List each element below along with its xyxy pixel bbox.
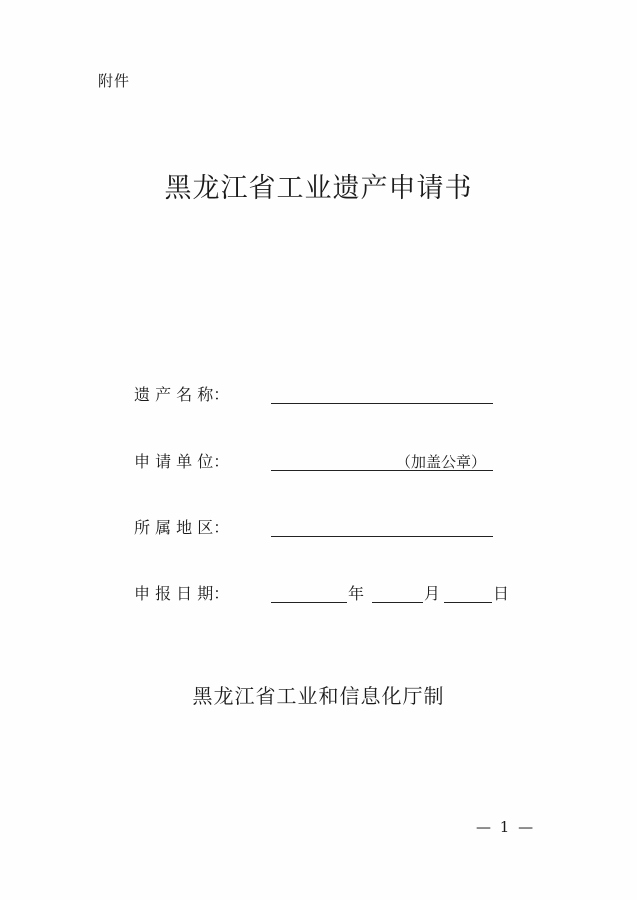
fill-in-line [271,403,493,404]
year-fill-line [271,602,347,603]
official-seal-note: （加盖公章） [396,453,487,471]
day-label: 日 [493,584,510,603]
day-fill-line [444,602,492,603]
attachment-label: 附件 [98,72,131,90]
field-region [134,516,504,540]
field-label: 申 报 日 期： [134,584,230,603]
month-label: 月 [424,584,441,603]
field-label: 遗 产 名 称： [134,385,230,404]
field-label: 所 属 地 区： [134,518,230,537]
field-heritage-name [134,383,504,407]
field-applicant-unit [134,450,504,474]
fill-in-line [271,536,493,537]
page-number: — 1 — [476,818,536,836]
month-fill-line [372,602,423,603]
document-title: 黑龙江省工业遗产申请书 [164,173,473,204]
field-submission-date [134,582,510,606]
field-label: 申 请 单 位： [134,452,230,471]
year-label: 年 [348,584,365,603]
issuer-name: 黑龙江省工业和信息化厅制 [192,684,445,708]
